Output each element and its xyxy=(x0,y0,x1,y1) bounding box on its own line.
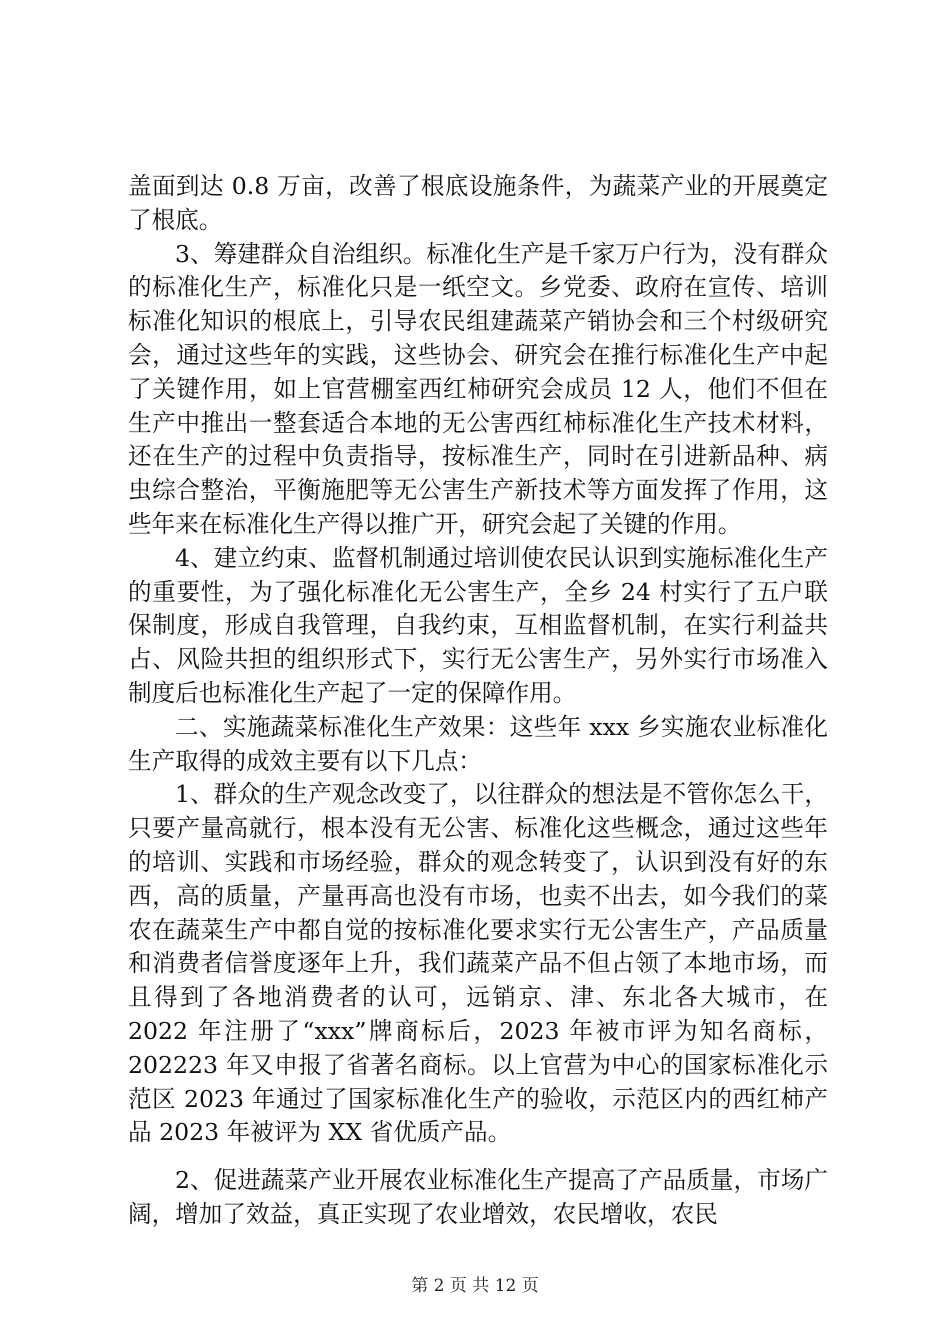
paragraph-industry-development: 2、促进蔬菜产业开展农业标准化生产提高了产品质量，市场广阔，增加了效益，真正实现了农业增效，农民增收，农民 xyxy=(128,1166,828,1228)
paragraph-concept-change: 1、群众的生产观念改变了，以往群众的想法是不管你怎么干，只要产量高就行，根本没有无公害、标准化这些概念，通过这些年的培训、实践和市场经验，群众的观念转变了，认识到没有好的东西，高的质量，产量再高也没有市场，也卖不出去，如今我们的菜农在蔬菜生产中都自觉的按标准化要求实行无公害生产，产品质量和消费者信誉度逐年上升，我们蔬菜产品不但占领了本地市场，而且得到了各地消费者的认可，远销京、津、东北各大城市，在 2022 年注册了“xxx”牌商标后，2023 年被市评为知名商标，202223 年又申报了省著名商标。以上官营为中心的国家标准化示范区 2023 年通过了国家标准化生产的验收，示范区内的西红柿产品 2023 年被评为 XX 省优质产品。 xyxy=(128,780,828,1147)
page-footer: 第 2 页 共 12 页 xyxy=(411,1276,539,1296)
document-body xyxy=(128,170,828,1232)
paragraph-self-governance: 3、筹建群众自治组织。标准化生产是千家万户行为，没有群众的标准化生产，标准化只是一纸空文。乡党委、政府在宣传、培训标准化知识的根底上，引导农民组建蔬菜产销协会和三个村级研究会，通过这些年的实践，这些协会、研究会在推行标准化生产中起了关键作用，如上官营棚室西红柿研究会成员 12 人，他们不但在生产中推出一整套适合本地的无公害西红柿标准化生产技术材料，还在生产的过程中负责指导，按标准生产，同时在引进新品种、病虫综合整治，平衡施肥等无公害生产新技术等方面发挥了作用，这些年来在标准化生产得以推广开，研究会起了关键的作用。 xyxy=(128,239,828,538)
paragraph-supervision: 4、建立约束、监督机制通过培训使农民认识到实施标准化生产的重要性，为了强化标准化无公害生产，全乡 24 村实行了五户联保制度，形成自我管理，自我约束，互相监督机制，在实行利益共占、风险共担的组织形式下，实行无公害生产，另外实行市场准入制度后也标准化生产起了一定的保障作用。 xyxy=(128,543,828,707)
paragraph-continuation: 盖面到达 0.8 万亩，改善了根底设施条件，为蔬菜产业的开展奠定了根底。 xyxy=(128,172,828,234)
section-heading-effects: 二、实施蔬菜标准化生产效果：这些年 xxx 乡实施农业标准化生产取得的成效主要有以下几点： xyxy=(128,712,828,775)
